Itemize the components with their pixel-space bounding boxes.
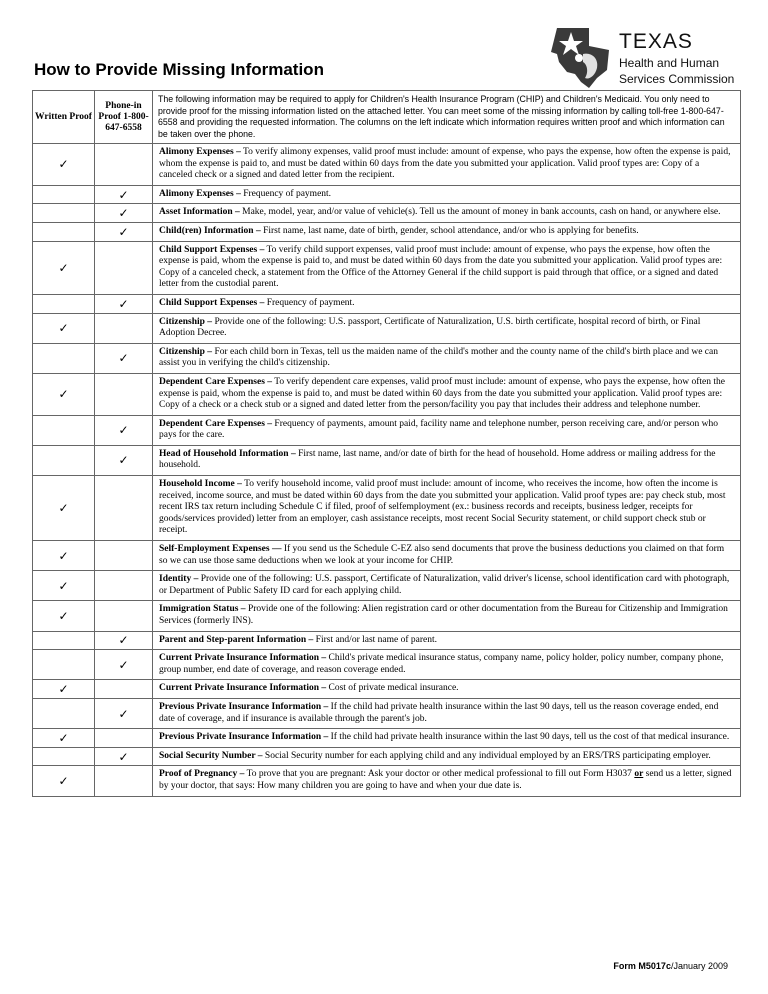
table-row [33,571,741,601]
table-row [33,343,741,373]
phone-check-cell [95,650,153,680]
checkmark-icon: ✓ [58,548,69,563]
phone-check-cell [95,680,153,699]
table-row [33,294,741,313]
requirement-text: First and/or last name of parent. [313,634,438,645]
form-date: /January 2009 [670,961,728,971]
table-row [33,373,741,415]
checkmark-icon: ✓ [118,296,129,311]
requirement-description [153,343,741,373]
table-row [33,222,741,241]
requirement-heading: Head of Household Information – [159,448,296,459]
requirement-text: Social Security number for each applying child and any individual employed by an ERS/TRS participating employer. [262,750,711,761]
phone-check-cell [95,729,153,748]
table-row [33,415,741,445]
checkmark-icon: ✓ [118,187,129,202]
requirement-text: Frequency of payments, amount paid, facility name and telephone number, person receiving care, and/or person who pays for the care. [159,418,719,441]
phone-check-cell [95,241,153,294]
checkmark-icon: ✓ [118,423,129,438]
table-row [33,144,741,186]
requirement-description [153,185,741,204]
table-row [33,631,741,650]
phone-check-cell [95,185,153,204]
requirement-text: For each child born in Texas, tell us the maiden name of the child's mother and the county name of the child's birth place and we can assist you in verifying the child's citizenship. [159,346,718,369]
written-check-cell [33,222,95,241]
requirement-description [153,415,741,445]
phone-check-cell [95,222,153,241]
requirement-description [153,747,741,766]
logo-line-texas: TEXAS [619,30,693,53]
requirement-description [153,601,741,631]
table-body [33,144,741,797]
logo-line-health: Health and Human [619,56,720,70]
requirement-text: Make, model, year, and/or value of vehicle(s). Tell us the amount of money in bank accounts, cash on hand, or anywhere else. [239,207,721,218]
written-check-cell [33,294,95,313]
table-row [33,445,741,475]
written-check-cell [33,541,95,571]
requirement-heading: Dependent Care Expenses – [159,376,273,387]
written-check-cell [33,241,95,294]
requirement-heading: Social Security Number – [159,750,263,761]
requirement-description [153,241,741,294]
checkmark-icon: ✓ [58,501,69,516]
written-check-cell [33,747,95,766]
checkmark-icon: ✓ [58,682,69,697]
written-check-cell [33,343,95,373]
checkmark-icon: ✓ [118,706,129,721]
requirement-heading: Child Support Expenses – [159,244,265,255]
phone-check-cell [95,747,153,766]
requirement-description [153,313,741,343]
phone-check-cell [95,445,153,475]
table-row [33,766,741,796]
written-check-cell [33,601,95,631]
phone-check-cell [95,294,153,313]
checkmark-icon: ✓ [58,578,69,593]
requirement-text: Provide one of the following: U.S. passport, Certificate of Naturalization, valid driver's license, school identification card with photograph, or Department of Public Safety ID card for each applying child. [159,574,730,596]
phone-check-cell [95,373,153,415]
requirement-text: To verify dependent care expenses, valid proof must include: amount of expense, who pays the expense, how often the expense is paid, whom the expense is paid to, and must be dated within 60 days from the date you submitted your application. Valid proof types are: Copy of a check or a check stub or a signed and dated letter from the person/facility you pay that includes their address and telephone number. [159,376,725,411]
written-check-cell [33,185,95,204]
requirement-heading: Identity – [159,574,199,585]
written-check-cell [33,373,95,415]
form-footer [613,961,728,971]
requirement-text-continued: send us a letter, signed by your doctor, that says: How many children you are going to have and when your due date is. [159,769,732,791]
requirement-text: First name, last name, date of birth, gender, school attendance, and/or who is applying for benefits. [260,225,639,236]
requirement-heading: Household Income – [159,479,242,490]
written-check-cell [33,313,95,343]
checkmark-icon: ✓ [58,321,69,336]
table-row [33,650,741,680]
requirement-text: If the child had private health insurance within the last 90 days, tell us the cost of that medical insurance. [328,732,730,743]
written-check-cell [33,680,95,699]
checkmark-icon: ✓ [118,206,129,221]
written-check-cell [33,650,95,680]
table-row [33,541,741,571]
hhsc-logo [549,24,739,94]
requirement-heading: Citizenship – [159,346,213,357]
table-row [33,601,741,631]
requirement-description [153,222,741,241]
requirement-description [153,631,741,650]
checkmark-icon: ✓ [118,749,129,764]
requirement-text: Provide one of the following: Alien registration card or other documentation from the Bureau for Citizenship and Immigration Services (formerly INS). [159,604,728,626]
checkmark-icon: ✓ [58,773,69,788]
written-check-cell [33,729,95,748]
checkmark-icon: ✓ [58,609,69,623]
checkmark-icon: ✓ [58,260,69,275]
written-check-cell [33,445,95,475]
requirement-text: Frequency of payment. [264,297,355,308]
table-row [33,204,741,223]
table-row [33,313,741,343]
written-check-cell [33,571,95,601]
phone-check-cell [95,631,153,650]
requirement-heading: Asset Information – [159,207,240,218]
phone-check-cell [95,571,153,601]
requirement-heading: Parent and Step-parent Information – [159,634,314,645]
phone-check-cell [95,144,153,186]
requirement-heading: Child(ren) Information – [159,225,261,236]
checkmark-icon: ✓ [58,730,69,745]
table-row [33,698,741,728]
requirement-description [153,571,741,601]
phone-proof-header: Phone-in Proof 1-800-647-6558 [95,91,153,144]
requirement-description [153,729,741,748]
requirement-text: Cost of private medical insurance. [326,683,459,694]
checkmark-icon: ✓ [58,157,69,172]
requirement-text: If the child had private health insurance within the last 90 days, tell us the reason coverage ended, end date of coverage, and if insurance is available through the parent's job. [159,701,719,724]
intro-text: The following information may be required to apply for Children's Health Insurance Program (CHIP) and Children's Medicaid. You only need to provide proof for the missing information listed on the attached letter. You can meet some of the missing information by calling toll-free 1-800-647-6558 and providing the requested information. The columns on the left indicate which information requires written proof and which information can be taken over the phone. [153,91,741,144]
requirement-description [153,204,741,223]
written-proof-header: Written Proof [33,91,95,144]
missing-info-table [32,90,741,797]
emphasis-or: or [634,769,644,780]
requirement-heading: Alimony Expenses – [159,147,241,157]
requirement-text: To verify household income, valid proof must include: amount of income, who receives the income, how often the income is received, income source, and must be dated within 60 days from the date you submitted your application. Valid proof types are: pay check stub, most recent IRS tax return including Schedule C if filed, proof of selfemployment (ex.: business records and receipts, business ledger, receipts for goods/services provided) letter from an employer, cash assistance receipts, most recent Social Security statement, or child support check stub or receipt. [159,479,726,536]
table-row [33,241,741,294]
requirement-text: To verify alimony expenses, valid proof must include: amount of expense, who pays the expense, how often the expense is paid, whom the expense is paid to, and must be dated within 60 days from the date you submitted your application. Valid proof types are: Copy of a canceled check or a signed and dated letter from the recipient. [159,147,731,181]
requirement-description [153,680,741,699]
requirement-description [153,294,741,313]
written-check-cell [33,766,95,796]
checkmark-icon: ✓ [118,453,129,468]
phone-check-cell [95,343,153,373]
phone-check-cell [95,601,153,631]
table-row [33,476,741,541]
requirement-description [153,373,741,415]
requirement-heading: Citizenship – [159,316,213,327]
written-check-cell [33,415,95,445]
written-check-cell [33,631,95,650]
requirement-text: Frequency of payment. [240,188,332,199]
table-header-row [33,91,741,144]
checkmark-icon: ✓ [118,633,129,648]
requirement-description [153,766,741,796]
requirement-description [153,650,741,680]
checkmark-icon: ✓ [58,387,69,402]
requirement-text: If you send us the Schedule C-EZ also send documents that prove the business deductions you claimed on that form so we can use those same deductions when we look at your income for CHIP. [159,544,725,566]
written-check-cell [33,204,95,223]
requirement-heading: Proof of Pregnancy – [159,769,245,780]
requirement-heading: Alimony Expenses – [159,188,241,199]
requirement-text: First name, last name, and/or date of birth for the head of household. Home address or mailing address for the household. [159,448,716,471]
phone-check-cell [95,476,153,541]
phone-check-cell [95,204,153,223]
requirement-text: Provide one of the following: U.S. passport, Certificate of Naturalization, U.S. birth certificate, hospital record of birth, or Final Adoption Decree. [159,316,701,339]
phone-check-cell [95,541,153,571]
requirement-description [153,476,741,541]
checkmark-icon: ✓ [118,351,129,366]
phone-check-cell [95,766,153,796]
requirement-description [153,541,741,571]
table-row [33,185,741,204]
texas-star-logo-icon [549,24,613,90]
written-check-cell [33,698,95,728]
checkmark-icon: ✓ [118,657,129,672]
phone-check-cell [95,415,153,445]
phone-check-cell [95,698,153,728]
requirement-text: To prove that you are pregnant: Ask your doctor or other medical professional to fill out Form H3037 [244,769,635,780]
requirement-text: Child's private medical insurance status, company name, policy holder, policy number, company phone, group number, end date of coverage, and reason coverage ended. [159,653,724,675]
logo-line-commission: Services Commission [619,72,735,86]
table-row [33,680,741,699]
phone-check-cell [95,313,153,343]
checkmark-icon: ✓ [118,224,129,239]
requirement-heading: Current Private Insurance Information – [159,653,327,664]
requirement-heading: Self-Employment Expenses — [159,544,282,555]
requirement-heading: Current Private Insurance Information – [159,683,327,694]
requirement-heading: Dependent Care Expenses – [159,418,273,429]
requirement-description [153,144,741,186]
requirement-description [153,445,741,475]
requirement-text: To verify child support expenses, valid proof must include: amount of expense, who pays the expense, how often the expense is paid, whom the expense is paid to, and must be dated within 60 days from the date you submitted your application. Valid proof types are: Copy of a canceled check, a statement from the Office of the Attorney General if the child support is paid through that office, or a signed and dated letter from the custodial parent. [159,244,723,290]
form-number: Form M5017c [613,961,671,971]
requirement-heading: Previous Private Insurance Information – [159,732,329,743]
table-row [33,747,741,766]
requirement-heading: Child Support Expenses – [159,297,265,308]
written-check-cell [33,144,95,186]
table-row [33,729,741,748]
requirement-description [153,698,741,728]
requirement-heading: Immigration Status – [159,604,246,615]
page-title: How to Provide Missing Information [34,60,324,79]
requirement-heading: Previous Private Insurance Information – [159,701,329,712]
written-check-cell [33,476,95,541]
